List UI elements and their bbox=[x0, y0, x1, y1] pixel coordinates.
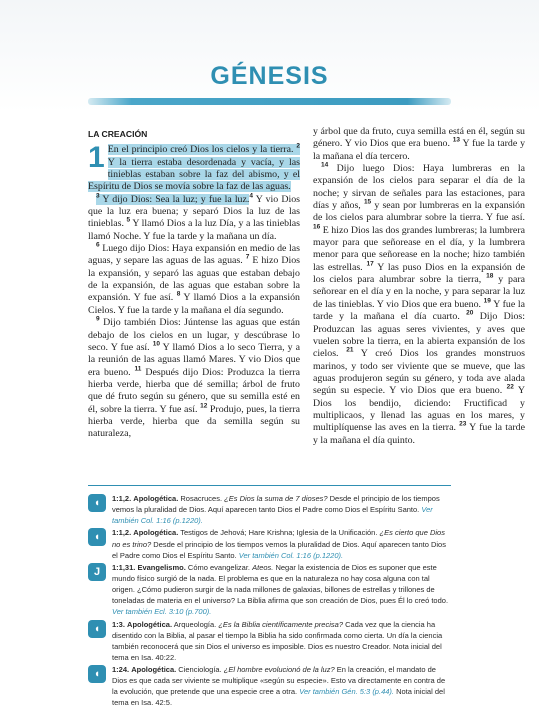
verse-text: Luego dijo Dios: Haya expansión en medio de las aguas, y separe las aguas de las aguas. bbox=[88, 243, 300, 267]
note-text: Desde el principio de los tiempos vemos la pluralidad de Dios. Aquí aparecen tanto Dios el Padre como Dios el Espíritu Santo. bbox=[112, 494, 440, 515]
highlighted-verse: Y la tierra estaba desordenada y vacía, y las tinieblas estaban sobre la faz del abismo, y el Espíritu de Dios se movía sobre la faz de las aguas. bbox=[88, 156, 300, 193]
verse-text: Y llamó Dios a la expansión Cielos. Y fue la tarde y la mañana el día segundo. bbox=[88, 292, 300, 316]
verse-paragraph bbox=[88, 243, 300, 317]
study-note bbox=[88, 664, 451, 708]
note-category: Apologética. bbox=[133, 528, 179, 538]
verse-text: E hizo Dios la expansión, y separó las aguas que estaban debajo de la expansión, de las aguas que estaban sobre la expansión. Y fue así. bbox=[88, 255, 300, 304]
note-text: Cómo evangelizar. bbox=[185, 562, 253, 572]
note-question: ¿Es la Biblia científicamente precisa? bbox=[218, 619, 343, 629]
verse-number: 16 bbox=[313, 223, 321, 231]
verse-number: 7 bbox=[245, 254, 250, 262]
verse-number: 13 bbox=[452, 137, 461, 145]
book-title: GÉNESIS bbox=[210, 62, 329, 90]
verse-number: 10 bbox=[152, 340, 160, 348]
highlighted-verse: En el principio creó Dios los cielos y la tierra. bbox=[107, 144, 297, 156]
verse-number: 2 bbox=[296, 143, 300, 151]
verse-number: 11 bbox=[134, 365, 142, 373]
note-reference: 1:1,2. bbox=[112, 528, 132, 538]
note-category: Apologética. bbox=[131, 665, 177, 675]
verse-text: Produjo, pues, la tierra hierba verde, hierba que da semilla según su naturaleza, bbox=[88, 403, 300, 440]
note-text: Cada vez que la ciencia ha disentido con la Biblia, al pasar el tiempo la Biblia ha sido confirmada como cierta. Un día la ciencia también reconocerá que sin Dios el universo es imposible. Dios es nuestro Creador. Nota inicial del tema en Isa. 40:22. bbox=[112, 619, 443, 662]
verse-text: Dijo Dios: Produzcan las aguas seres vivientes, y aves que vuelen sobre la tierra, en la abierta expansión de los cielos. bbox=[313, 311, 525, 360]
speech-bubble-icon: ◖ bbox=[88, 494, 106, 512]
verse-number: 15 bbox=[363, 198, 372, 206]
cross-reference-link[interactable]: Ver también Gén. 5:3 (p.44). bbox=[299, 687, 394, 697]
verse-number: 8 bbox=[176, 291, 181, 299]
verse-text: Dijo también Dios: Júntense las aguas que están debajo de los cielos en un lugar, y descúbrase lo seco. Y fue así. bbox=[88, 317, 300, 353]
verse-number: 19 bbox=[483, 297, 491, 305]
verse-number: 5 bbox=[126, 217, 131, 225]
note-question: ¿Es Dios la suma de 7 dioses? bbox=[224, 494, 328, 503]
note-text: Desde el principio de los tiempos vemos la pluralidad de Dios. Aquí aparecen tanto Dios el Padre como Dios el Espíritu Santo. bbox=[112, 539, 446, 560]
speech-bubble-icon: ◖ bbox=[88, 665, 106, 683]
note-category: Evangelismo. bbox=[137, 562, 186, 572]
verse-number: 18 bbox=[486, 272, 494, 280]
verse-number: 20 bbox=[466, 309, 474, 317]
note-text: Nota inicial del tema en Isa. 42:5. bbox=[112, 687, 445, 708]
note-text: Cienciología. bbox=[176, 665, 224, 675]
verse-paragraph bbox=[88, 317, 300, 440]
verse-paragraph bbox=[313, 126, 525, 163]
note-category: Apologética. bbox=[133, 494, 179, 503]
verse-text: Y llamó Dios a lo seco Tierra, y a la reunión de las aguas llamó Mares. Y vio Dios que era bueno. bbox=[88, 341, 300, 378]
note-question: ¿Es cierto que Dios no es trino? bbox=[112, 528, 445, 549]
verse-number: 4 bbox=[249, 192, 253, 200]
verse-number: 6 bbox=[96, 241, 100, 249]
verse-text: Y vio Dios que la luz era buena; y separó Dios la luz de las tinieblas. bbox=[88, 193, 301, 230]
verse-text: Dijo luego Dios: Haya lumbreras en la expansión de los cielos para separar el día de la noche; y sirvan de señales para las estaciones, para días y años, bbox=[313, 163, 525, 212]
study-note bbox=[88, 493, 451, 526]
chapter-number: 1 bbox=[88, 141, 105, 175]
note-text: Rosacruces. bbox=[178, 494, 225, 503]
verse-text: Después dijo Dios: Produzca la tierra hierba verde, hierba que dé semilla; árbol de fruto que dé fruto según su género, que su semilla esté en él, sobre la tierra. Y fue así. bbox=[88, 366, 301, 415]
verse-text: Y creó Dios los grandes monstruos marinos, y todo ser viviente que se mueve, que las aguas produjeron según su género, y toda ave alada según su especie. Y vio Dios que era bueno. bbox=[313, 348, 525, 397]
verse-number: 21 bbox=[346, 346, 354, 354]
cross-reference-link[interactable]: Ver también Col. 1:16 (p.1220). bbox=[238, 550, 344, 560]
note-reference: 1:1,31. bbox=[112, 562, 136, 572]
study-note bbox=[88, 527, 451, 560]
verse-paragraph bbox=[313, 163, 525, 447]
verse-number: 22 bbox=[506, 383, 514, 391]
cross-reference-link[interactable]: Ver también Ecl. 3:10 (p.700). bbox=[112, 607, 212, 617]
note-question: Ateos. bbox=[252, 562, 274, 572]
note-reference: 1:3. bbox=[112, 619, 125, 629]
note-reference: 1:1,2. bbox=[112, 494, 132, 503]
speech-bubble-icon: ◖ bbox=[88, 528, 106, 546]
study-note bbox=[88, 619, 451, 663]
fishing-hook-icon: J bbox=[88, 563, 106, 581]
verse-number: 14 bbox=[321, 161, 329, 169]
speech-bubble-icon: ◖ bbox=[88, 620, 106, 638]
verse-number: 23 bbox=[459, 420, 467, 428]
verse-text: y árbol que da fruto, cuya semilla está en él, según su género. Y vio Dios que era bueno. bbox=[313, 126, 525, 150]
verse-number: 3 bbox=[96, 192, 100, 200]
title-underline-band bbox=[88, 98, 451, 105]
verse-text: Y las puso Dios en la expansión de los cielos para alumbrar sobre la tierra, bbox=[313, 261, 525, 286]
verse-text: Y fue la tarde y la mañana el día cuarto. bbox=[313, 298, 525, 323]
note-question: ¿El hombre evolucionó de la luz? bbox=[223, 665, 335, 675]
verse-text: Y llamó Dios a la luz Día, y a las tinieblas llamó Noche. Y fue la tarde y la mañana un día. bbox=[88, 218, 300, 242]
study-notes bbox=[88, 493, 451, 710]
text-column-right bbox=[313, 126, 525, 447]
study-note bbox=[88, 562, 451, 617]
verse-number: 9 bbox=[96, 315, 100, 323]
verse-number: 12 bbox=[200, 402, 208, 410]
highlighted-verse: Y dijo Dios: Sea la luz; y fue la luz. bbox=[99, 193, 250, 205]
verse-text: Y fue la tarde y la mañana el día quinto. bbox=[313, 422, 525, 446]
verse-text: E hizo Dios las dos grandes lumbreras; la lumbrera mayor para que señorease en el día, y la lumbrera menor para que señorease en la noche; hizo también las estrellas. bbox=[313, 224, 525, 273]
note-text: Negar la existencia de Dios es suponer que este mundo físico surgió de la nada. El problema es que en la naturaleza no hay cosa alguna con tal origen. ¿Cómo pudieron surgir de la nada millones de galaxias, billones de estrellas y trillones de toneladas de materia en el universo? La Biblia afirma que son creación de Dios, pues Él lo creó todo. bbox=[112, 562, 449, 606]
verse-number: 17 bbox=[366, 260, 374, 268]
verse-text: y para señorear en el día y en la noche, y para separar la luz de las tinieblas. Y vio Dios que era bueno. bbox=[313, 274, 525, 310]
note-text: En la creación, el mandato de Dios es que cada ser viviente se multiplique «según su especie». Esto va directamente en contra de la evolución, que pretende que una especie cree a otra. bbox=[112, 665, 446, 697]
note-reference: 1:24. bbox=[112, 665, 130, 675]
note-text: Arqueología. bbox=[172, 619, 219, 629]
cross-reference-link[interactable]: Ver también Col. 1:16 (p.1220). bbox=[112, 505, 433, 526]
verse-text: y sean por lumbreras en la expansión de los cielos para alumbrar sobre la tierra. Y fue así. bbox=[313, 200, 525, 224]
note-text: Testigos de Jehová; Hare Krishna; Iglesia de la Unificación. bbox=[178, 528, 380, 538]
section-heading: LA CREACIÓN bbox=[88, 129, 148, 139]
verse-text: Y Dios los bendijo, diciendo: Fructificad y multiplicaos, y llenad las aguas en los mares, y multiplíquense las aves en la tierra. bbox=[313, 385, 525, 434]
verse-text: Y fue la tarde y la mañana el día tercero. bbox=[313, 138, 526, 162]
header-background bbox=[0, 0, 539, 112]
notes-divider bbox=[88, 485, 451, 486]
text-column-left bbox=[88, 128, 300, 441]
verse-paragraph bbox=[88, 194, 300, 243]
verse-paragraph bbox=[88, 141, 300, 193]
note-category: Apologética. bbox=[127, 619, 173, 629]
